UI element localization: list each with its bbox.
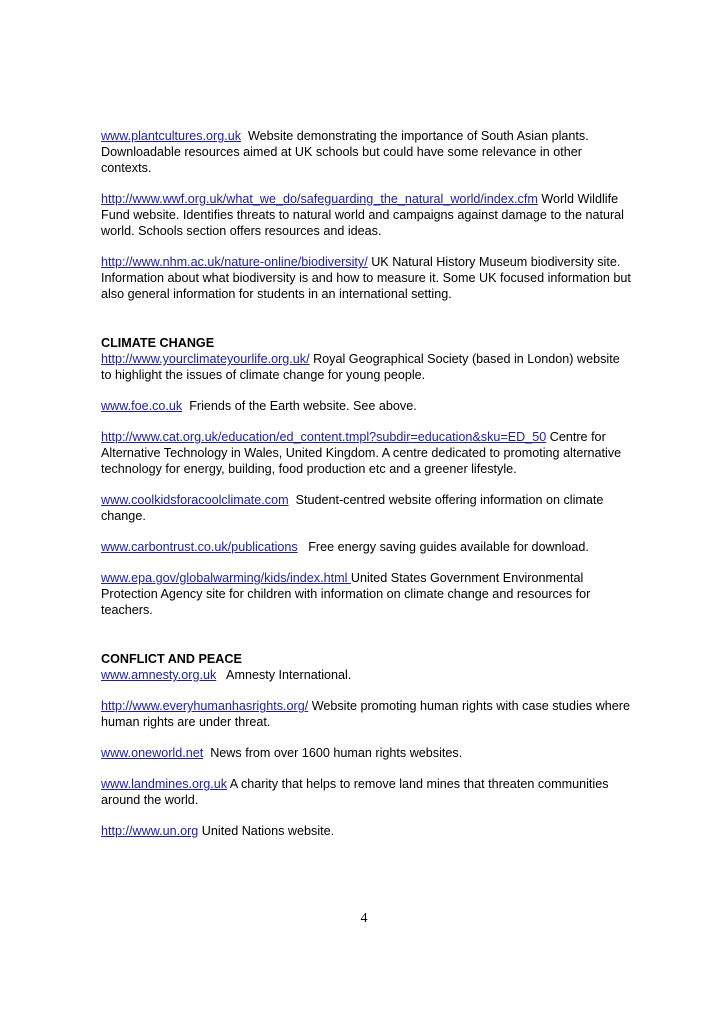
resource-entry	[101, 351, 633, 383]
resource-entry	[101, 429, 633, 477]
resource-entry	[101, 128, 633, 176]
resource-link[interactable]: www.carbontrust.co.uk/publications	[101, 540, 298, 554]
resource-entry	[101, 698, 633, 730]
resource-entry	[101, 776, 633, 808]
resource-entry	[101, 254, 633, 302]
resource-description: Website demonstrating the importance of South Asian plants. Downloadable resources aimed at UK schools but could have some relevance in other contexts.	[101, 129, 593, 175]
resource-link[interactable]: www.epa.gov/globalwarming/kids/index.html	[101, 571, 351, 585]
climate-change-section	[101, 335, 633, 618]
resource-description: A charity that helps to remove land mines that threaten communities around the world.	[101, 777, 609, 807]
resource-description: World Wildlife Fund website. Identifies threats to natural world and campaigns against damage to the natural world. Schools section offers resources and ideas.	[101, 192, 624, 238]
resource-link[interactable]: www.foe.co.uk	[101, 399, 183, 413]
page-number: 4	[360, 911, 368, 926]
resource-entry	[101, 745, 633, 761]
resource-link[interactable]: http://www.un.org	[101, 824, 199, 838]
resource-entry	[101, 191, 633, 239]
resource-entry	[101, 539, 633, 555]
document-body	[101, 128, 633, 854]
resource-link[interactable]: http://www.wwf.org.uk/what_we_do/safeguarding_the_natural_world/index.cfm	[101, 192, 538, 206]
resource-link[interactable]: www.coolkidsforacoolclimate.com	[101, 493, 289, 507]
resource-description: United States Government Environmental Protection Agency site for children with information on climate change and resources for teachers.	[101, 571, 591, 617]
resource-description: Free energy saving guides available for download.	[297, 540, 589, 554]
resource-link[interactable]: www.amnesty.org.uk	[101, 668, 217, 682]
resource-description: Amnesty International.	[216, 668, 352, 682]
resource-description: Royal Geographical Society (based in London) website to highlight the issues of climate change for young people.	[101, 352, 620, 382]
section-heading: CONFLICT AND PEACE	[101, 652, 242, 666]
resource-link[interactable]: http://www.everyhumanhasrights.org/	[101, 699, 309, 713]
resource-description: Student-centred website offering information on climate change.	[101, 493, 607, 523]
resource-entry	[101, 667, 633, 683]
intro-section	[101, 128, 633, 302]
conflict-and-peace-section	[101, 651, 633, 839]
resource-link[interactable]: www.plantcultures.org.uk	[101, 129, 241, 143]
resource-entry	[101, 823, 633, 839]
resource-link[interactable]: www.landmines.org.uk	[101, 777, 227, 791]
resource-description: UK Natural History Museum biodiversity site. Information about what biodiversity is and how to measure it. Some UK focused information but also general information for students in an international setting.	[101, 255, 631, 301]
resource-description: Friends of the Earth website. See above.	[182, 399, 417, 413]
resource-description: News from over 1600 human rights websites.	[203, 746, 463, 760]
resource-link[interactable]: www.oneworld.net	[101, 746, 204, 760]
resource-link[interactable]: http://www.cat.org.uk/education/ed_content.tmpl?subdir=education&sku=ED_50	[101, 430, 547, 444]
resource-description: United Nations website.	[198, 824, 335, 838]
resource-description: Website promoting human rights with case studies where human rights are under threat.	[101, 699, 630, 729]
section-heading: CLIMATE CHANGE	[101, 336, 215, 350]
resource-entry	[101, 492, 633, 524]
resource-link[interactable]: http://www.nhm.ac.uk/nature-online/biodiversity/	[101, 255, 368, 269]
resource-description: Centre for Alternative Technology in Wales, United Kingdom. A centre dedicated to promoting alternative technology for energy, building, food production etc and a greener lifestyle.	[101, 430, 622, 476]
resource-entry	[101, 570, 633, 618]
resource-link[interactable]: http://www.yourclimateyourlife.org.uk/	[101, 352, 310, 366]
resource-entry	[101, 398, 633, 414]
